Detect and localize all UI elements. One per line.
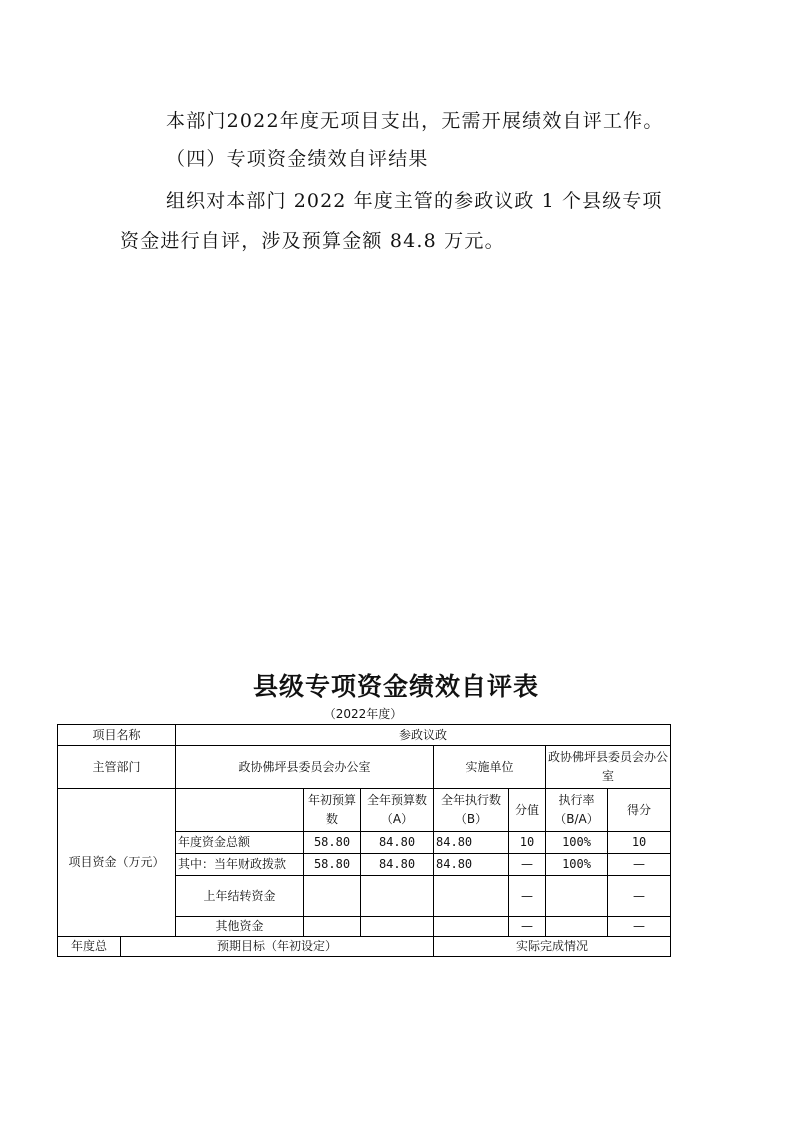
cell-weight: — (509, 854, 546, 876)
cell-weight: 10 (509, 832, 546, 854)
cell-exec: 84.80 (434, 832, 509, 854)
blank-cell (176, 789, 304, 832)
cell-annual (361, 876, 434, 917)
goal-label: 年度总 (58, 937, 121, 957)
cell-annual (361, 917, 434, 937)
cell-annual: 84.80 (361, 832, 434, 854)
dept-value: 政协佛坪县委员会办公室 (176, 746, 434, 789)
cell-rate (546, 876, 608, 917)
cell-rate: 100% (546, 832, 608, 854)
impl-value: 政协佛坪县委员会办公室 (546, 746, 671, 789)
project-name-value: 参政议政 (176, 725, 671, 746)
cell-weight: — (509, 917, 546, 937)
cell-score: 10 (608, 832, 671, 854)
table-title: 县级专项资金绩效自评表 (252, 672, 539, 701)
paragraph-evaluation-line1: 组织对本部门 2022 年度主管的参政议政 1 个县级专项 (166, 190, 663, 212)
header-annual-exec: 全年执行数（B） (434, 789, 509, 832)
cell-initial: 58.80 (304, 854, 361, 876)
paragraph-evaluation-line2: 资金进行自评，涉及预算金额 84.8 万元。 (120, 230, 505, 252)
header-exec-rate: 执行率（B/A） (546, 789, 608, 832)
cell-weight: — (509, 876, 546, 917)
cell-exec (434, 876, 509, 917)
cell-initial (304, 917, 361, 937)
header-score: 得分 (608, 789, 671, 832)
table-year: （2022年度） (323, 707, 403, 721)
table-row (58, 937, 671, 957)
row-label: 上年结转资金 (176, 876, 304, 917)
header-initial-budget: 年初预算数 (304, 789, 361, 832)
dept-label: 主管部门 (58, 746, 176, 789)
cell-initial (304, 876, 361, 917)
cell-score: — (608, 917, 671, 937)
header-score-weight: 分值 (509, 789, 546, 832)
cell-score: — (608, 854, 671, 876)
funds-label: 项目资金（万元） (58, 789, 176, 937)
impl-label: 实施单位 (434, 746, 546, 789)
project-name-label: 项目名称 (58, 725, 176, 746)
cell-rate: 100% (546, 854, 608, 876)
cell-initial: 58.80 (304, 832, 361, 854)
expected-goal-label: 预期目标（年初设定） (121, 937, 434, 957)
table-row (58, 746, 671, 789)
cell-annual: 84.80 (361, 854, 434, 876)
cell-exec: 84.80 (434, 854, 509, 876)
row-label: 其他资金 (176, 917, 304, 937)
performance-evaluation-table (57, 724, 671, 957)
table-row (58, 725, 671, 746)
row-label: 年度资金总额 (176, 832, 304, 854)
actual-result-label: 实际完成情况 (434, 937, 671, 957)
cell-score: — (608, 876, 671, 917)
table-row (58, 789, 671, 832)
paragraph-no-project-expense: 本部门2022年度无项目支出，无需开展绩效自评工作。 (166, 110, 664, 132)
section-heading-special-funds: （四）专项资金绩效自评结果 (166, 148, 429, 170)
header-annual-budget: 全年预算数（A） (361, 789, 434, 832)
cell-rate (546, 917, 608, 937)
cell-exec (434, 917, 509, 937)
row-label: 其中：当年财政拨款 (176, 854, 304, 876)
